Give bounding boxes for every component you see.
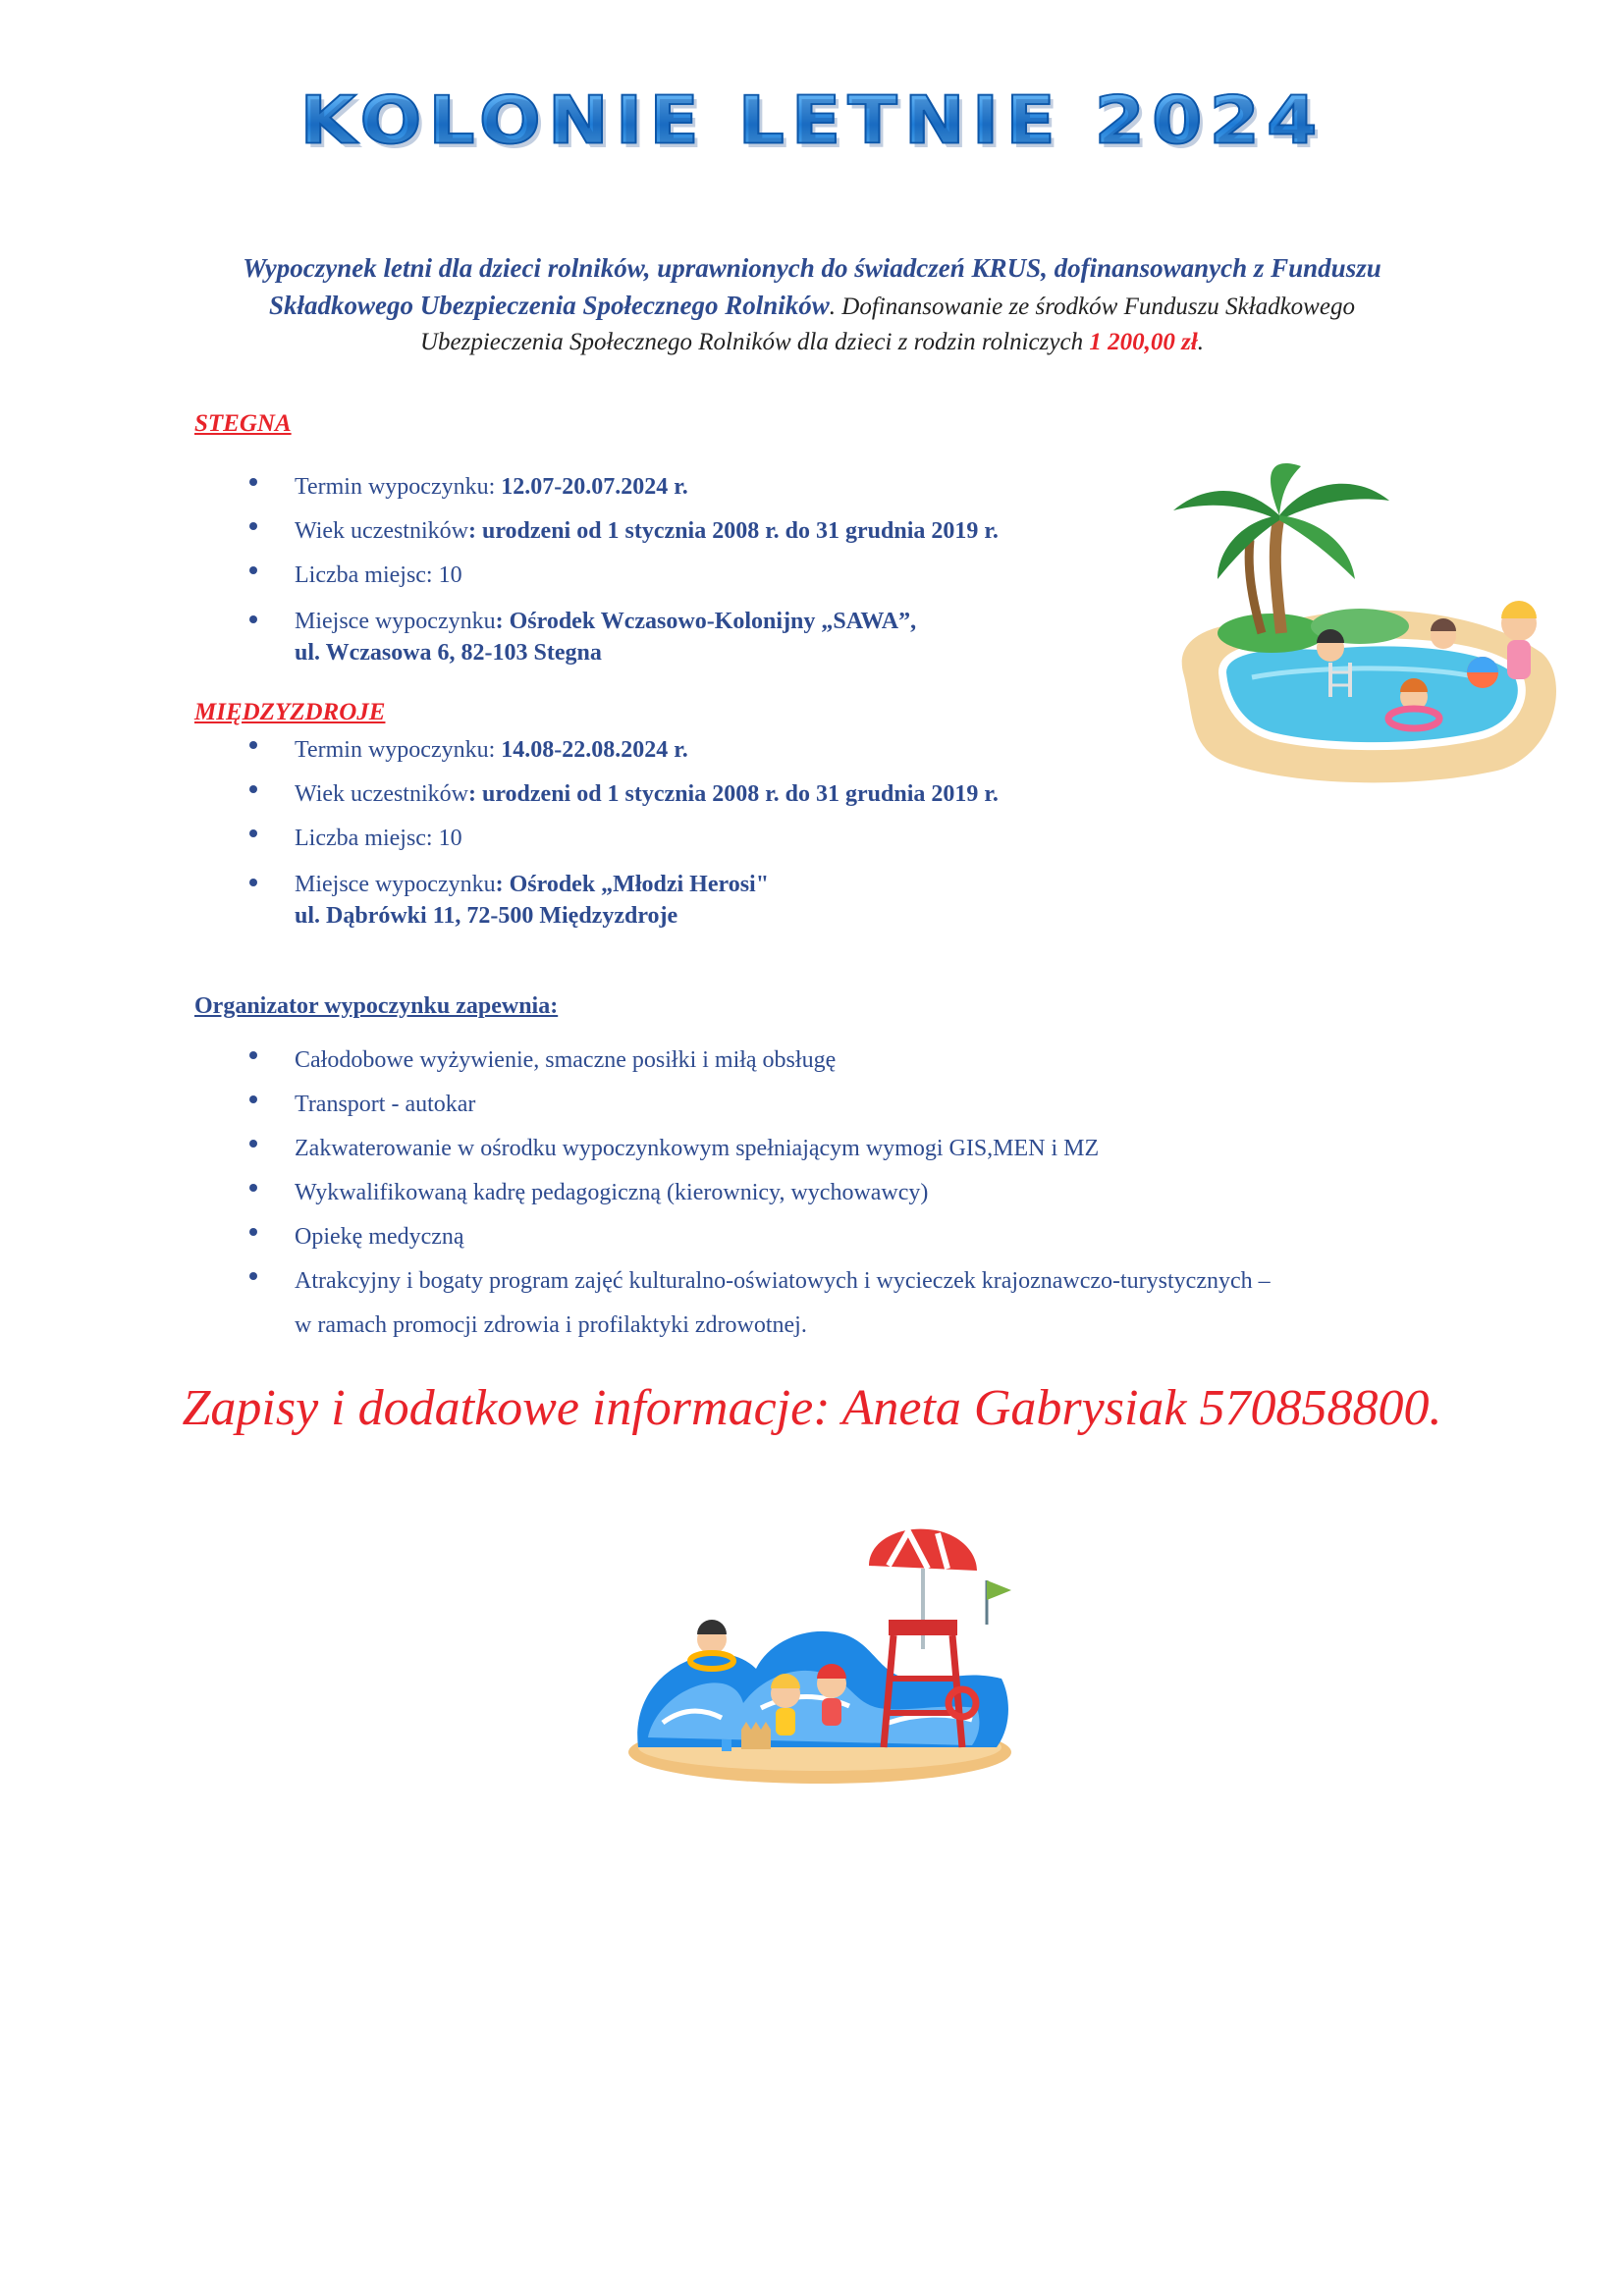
- list-item: Atrakcyjny i bogaty program zajęć kulturalno-oświatowych i wycieczek krajoznawczo-turystycznych – w ramach promocji zdrowia i profilaktyki zdrowotnej.: [245, 1259, 1443, 1348]
- section-heading-miedzyzdroje: MIĘDZYZDROJE: [194, 699, 386, 725]
- stegna-list: [245, 465, 999, 668]
- list-item: Liczba miejsc: 10: [245, 817, 999, 861]
- contact-line: Zapisy i dodatkowe informacje: Aneta Gabrysiak 570858800.: [182, 1380, 1442, 1436]
- title-wrap: [0, 79, 1624, 163]
- list-item: Wykwalifikowaną kadrę pedagogiczną (kierownicy, wychowawcy): [245, 1171, 1443, 1215]
- list-item: Termin wypoczynku: 12.07-20.07.2024 r.: [245, 465, 999, 509]
- list-item: Miejsce wypoczynku: Ośrodek „Młodzi Herosi" ul. Dąbrówki 11, 72-500 Międzyzdroje: [245, 869, 999, 932]
- list-item: Opiekę medyczną: [245, 1215, 1443, 1259]
- list-item: Liczba miejsc: 10: [245, 554, 999, 598]
- section-heading-stegna: STEGNA: [194, 410, 292, 437]
- intro-amount: 1 200,00 zł: [1089, 329, 1198, 355]
- intro-end: .: [1197, 329, 1205, 355]
- intro-part2: . Dofinansowanie ze środków Funduszu Składkowego Ubezpieczenia Społecznego Rolników dla dzieci z rodzin rolniczych: [419, 294, 1355, 355]
- list-item: Zakwaterowanie w ośrodku wypoczynkowym spełniającym wymogi GIS,MEN i MZ: [245, 1127, 1443, 1171]
- miedzyzdroje-list: [245, 728, 999, 932]
- list-item: Wiek uczestników: urodzeni od 1 stycznia 2008 r. do 31 grudnia 2019 r.: [245, 509, 999, 554]
- list-item: Wiek uczestników: urodzeni od 1 stycznia 2008 r. do 31 grudnia 2019 r.: [245, 773, 999, 817]
- intro-part1: Wypoczynek letni dla dzieci rolników, uprawnionych do świadczeń KRUS, dofinansowanych z Funduszu Składkowego Ubezpieczenia Społecznego Rolników: [243, 253, 1381, 320]
- list-item: Miejsce wypoczynku: Ośrodek Wczasowo-Kolonijny „SAWA”, ul. Wczasowa 6, 82-103 Stegna: [245, 606, 999, 668]
- beach-illustration: [623, 1512, 1016, 1791]
- organizer-list: [245, 1039, 1443, 1348]
- list-item: Transport - autokar: [245, 1083, 1443, 1127]
- intro-paragraph: [196, 250, 1428, 360]
- list-item: Termin wypoczynku: 14.08-22.08.2024 r.: [245, 728, 999, 773]
- list-item: Całodobowe wyżywienie, smaczne posiłki i miłą obsługę: [245, 1039, 1443, 1083]
- pool-illustration: [1164, 461, 1576, 795]
- organizer-heading: Organizator wypoczynku zapewnia:: [194, 993, 559, 1019]
- page-title: KOLONIE LETNIE 2024: [299, 82, 1325, 159]
